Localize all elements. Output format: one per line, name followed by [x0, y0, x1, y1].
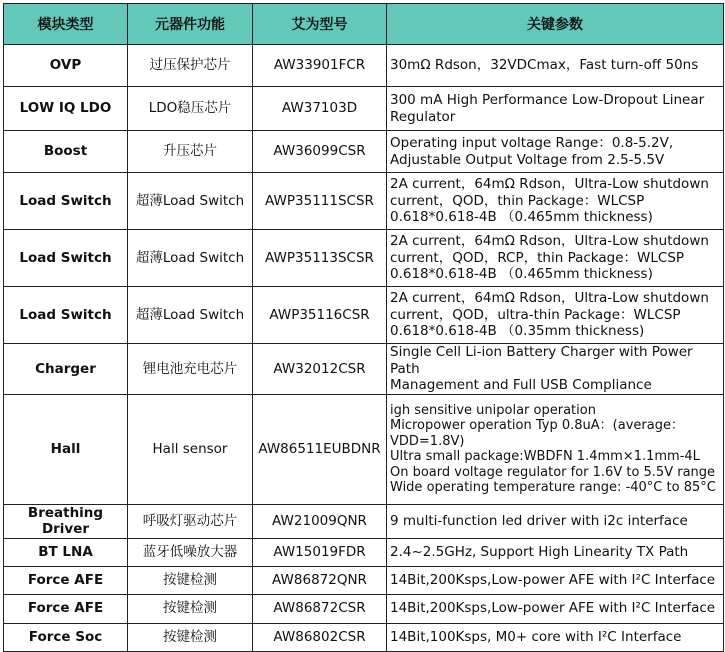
params-cell — [387, 230, 724, 287]
module-type-cell: LOW IQ LDO — [4, 87, 128, 131]
header-model: 艾为型号 — [253, 4, 387, 45]
model-cell: AW86511EUBDNR — [253, 394, 387, 504]
params-line: 14Bit,200Ksps,Low-power AFE with I²C Interface — [390, 571, 716, 588]
params-line: 2A current，64mΩ Rdson，Ultra-Low shutdown — [390, 290, 709, 307]
header-type: 模块类型 — [4, 4, 128, 45]
table-row — [4, 131, 724, 173]
model-cell: AWP35113SCSR — [253, 230, 387, 287]
params-line: current，QOD，ultra-thin Package：WLCSP — [390, 306, 681, 323]
params-line: 14Bit,100Ksps, M0+ core with I²C Interface — [390, 628, 682, 645]
params-line: Ultra small package:WBDFN 1.4mm×1.1mm-4L — [390, 449, 700, 464]
params-line: 2A current，64mΩ Rdson，Ultra-Low shutdown — [390, 233, 709, 250]
params-line: On board voltage regulator for 1.6V to 5.5V range — [390, 464, 716, 480]
function-cell: 过压保护芯片 — [128, 45, 253, 87]
params-line: 0.618*0.618-4B （0.35mm thickness) — [390, 323, 645, 340]
module-type-cell: OVP — [4, 45, 128, 87]
params-line: 0.618*0.618-4B （0.465mm thickness) — [390, 209, 653, 226]
params-cell — [387, 594, 724, 623]
function-cell: 超薄Load Switch — [128, 230, 253, 287]
model-cell: AWP35116CSR — [253, 287, 387, 344]
function-cell: 蓝牙低噪放大器 — [128, 538, 253, 566]
function-cell: 按键检测 — [128, 566, 253, 594]
model-cell: AW37103D — [253, 87, 387, 131]
params-line: Micropower operation Typ 0.8uA：(average： — [390, 418, 684, 433]
table-row — [4, 504, 724, 538]
params-line: Regulator — [390, 108, 456, 125]
params-line: 30mΩ Rdson，32VDCmax，Fast turn-off 50ns — [390, 57, 699, 74]
params-line: VDD=1.8V) — [390, 433, 465, 449]
model-cell: AW32012CSR — [253, 344, 387, 395]
function-cell: 升压芯片 — [128, 131, 253, 173]
table-row — [4, 538, 724, 566]
params-cell — [387, 173, 724, 230]
params-line: Adjustable Output Voltage from 2.5-5.5V — [390, 151, 665, 168]
params-cell — [387, 344, 724, 395]
module-type-cell: BT LNA — [4, 538, 128, 566]
params-cell — [387, 504, 724, 538]
module-type-cell: Force AFE — [4, 594, 128, 623]
table-row — [4, 230, 724, 287]
params-cell — [387, 287, 724, 344]
header-function: 元器件功能 — [128, 4, 253, 45]
table-row — [4, 287, 724, 344]
function-cell: 呼吸灯驱动芯片 — [128, 504, 253, 538]
function-cell: Hall sensor — [128, 394, 253, 504]
params-line: 300 mA High Performance Low-Dropout Linear — [390, 92, 705, 108]
params-line: current，QOD，thin Package：WLCSP — [390, 192, 645, 209]
model-cell: AW36099CSR — [253, 131, 387, 173]
module-type-cell: Charger — [4, 344, 128, 395]
params-cell — [387, 566, 724, 594]
function-cell: 按键检测 — [128, 623, 253, 651]
params-cell — [387, 538, 724, 566]
params-line: Operating input voltage Range：0.8-5.2V, — [390, 135, 674, 151]
params-cell — [387, 87, 724, 131]
model-cell: AW21009QNR — [253, 504, 387, 538]
params-cell — [387, 45, 724, 87]
params-line: Single Cell Li-ion Battery Charger with Power Path — [390, 344, 693, 377]
module-type-cell: Load Switch — [4, 287, 128, 344]
function-cell: 按键检测 — [128, 594, 253, 623]
table-row — [4, 594, 724, 623]
function-cell: 超薄Load Switch — [128, 287, 253, 344]
function-cell: LDO稳压芯片 — [128, 87, 253, 131]
module-type-cell: Load Switch — [4, 173, 128, 230]
header-row — [4, 4, 724, 45]
params-line: current，QOD，RCP，thin Package：WLCSP — [390, 249, 685, 266]
model-cell: AW86872QNR — [253, 566, 387, 594]
model-cell: AW86872CSR — [253, 594, 387, 623]
model-cell: AWP35111SCSR — [253, 173, 387, 230]
params-line: 2.4~2.5GHz, Support High Linearity TX Path — [390, 543, 689, 560]
params-line: 14Bit,200Ksps,Low-power AFE with I²C Interface — [390, 600, 716, 617]
module-type-cell: Hall — [4, 394, 128, 504]
model-cell: AW86802CSR — [253, 623, 387, 651]
table-row — [4, 87, 724, 131]
params-cell — [387, 394, 724, 504]
params-line: Management and Full USB Compliance — [390, 377, 652, 393]
function-cell: 超薄Load Switch — [128, 173, 253, 230]
params-line: igh sensitive unipolar operation — [390, 402, 596, 418]
module-type-cell: Force Soc — [4, 623, 128, 651]
module-type-cell: Force AFE — [4, 566, 128, 594]
module-type-cell: Load Switch — [4, 230, 128, 287]
component-table — [3, 3, 724, 652]
params-line: 2A current，64mΩ Rdson，Ultra-Low shutdown — [390, 176, 709, 193]
params-cell — [387, 623, 724, 651]
table-row — [4, 344, 724, 395]
function-cell: 锂电池充电芯片 — [128, 344, 253, 395]
params-cell — [387, 131, 724, 173]
table-row — [4, 45, 724, 87]
header-params: 关键参数 — [387, 4, 724, 45]
table-row — [4, 623, 724, 651]
model-cell: AW33901FCR — [253, 45, 387, 87]
params-line: 0.618*0.618-4B （0.465mm thickness) — [390, 266, 653, 283]
table-row — [4, 394, 724, 504]
table-row — [4, 566, 724, 594]
params-line: 9 multi-function led driver with i2c interface — [390, 512, 688, 529]
params-line: Wide operating temperature range: -40°C to 85°C — [390, 480, 716, 495]
table-row — [4, 173, 724, 230]
module-type-cell: Breathing Driver — [4, 504, 128, 538]
model-cell: AW15019FDR — [253, 538, 387, 566]
module-type-cell: Boost — [4, 131, 128, 173]
